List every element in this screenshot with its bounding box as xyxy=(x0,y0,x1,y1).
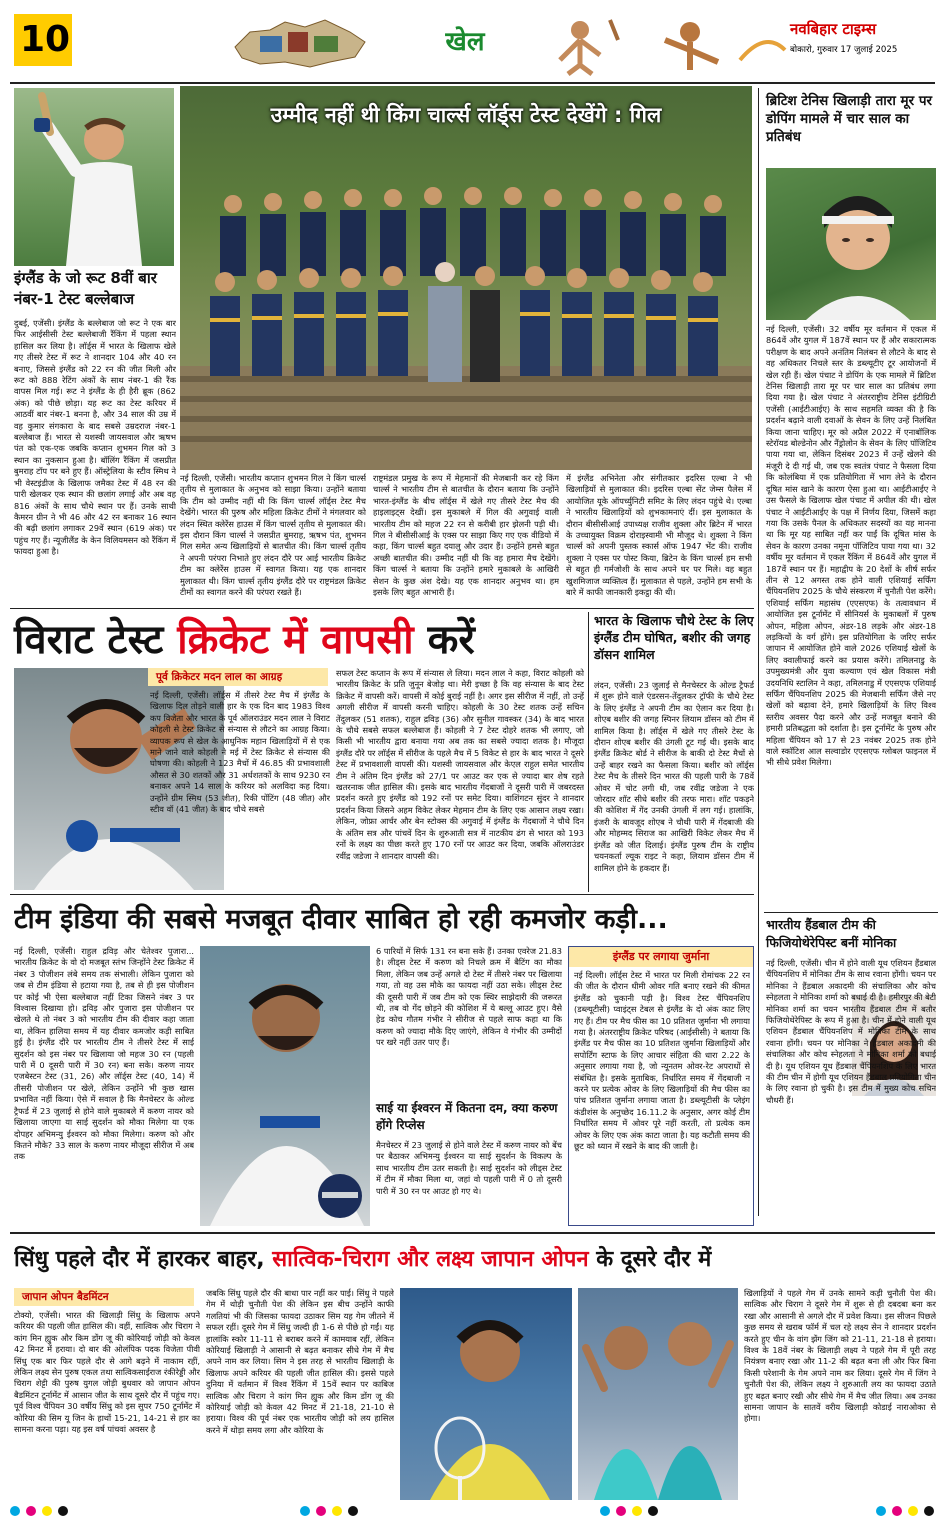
lords-col-1: नई दिल्ली, एजेंसी। भारतीय कप्तान शुभमन गिल ने किंग चार्ल्स तृतीय से मुलाकात के अनुभव को साझा किया। उन्होंने बताया कि टीम को उम्मीद नहीं थी कि किंग चार्ल्स लॉर्ड्स टेस्ट मैच देखेंगे। भारत की पुरुष और महिला क्रिकेट टीमों ने मंगलवार को लंदन स्थित क्लेरेंस हाउस में किंग चार्ल्स तृतीय से मुलाकात की। इस दौरान किंग चार्ल्स ने जसप्रीत बुमराह, ऋषभ पंत, शुभमन गिल समेत अन्य खिलाड़ियों से बातचीत की। किंग चार्ल्स तृतीय ने अपनी परंपरा निभाते हुए लंदन दौरे पर आई भारतीय क्रिकेट टीम का क्लेरेंस हाउस में स्वागत किया। यह एक शानदार मुलाकात थी। किंग चार्ल्स तृतीय इंग्लैंड दौरे पर राष्ट्रमंडल क्रिकेट टीमों का स्वागत करने की परंपरा रखते हैं। xyxy=(180,473,366,598)
registration-dot xyxy=(600,1506,610,1516)
registration-dot xyxy=(42,1506,52,1516)
kohli-headline-part-3: करें xyxy=(413,617,475,663)
fine-body: नई दिल्ली। लॉर्ड्स टेस्ट में भारत पर मिली रोमांचक 22 रन की जीत के दौरान धीमी ओवर गति बनाए रखने की कीमत इंग्लैंड को चुकानी पड़ी है। विश्व टेस्ट चैंपियनशिप (डब्ल्यूटीसी) प्वाइंट्स टेबल से इंग्लैंड के दो अंक काट लिए गए हैं। टीम पर मैच फीस का 10 प्रतिशत जुर्माना भी लगाया गया है। अंतरराष्ट्रीय क्रिकेट परिषद (आईसीसी) ने बताया कि इंग्लैंड पर मैच फीस का 10 प्रतिशत जुर्माना खिलाड़ियों और सपोर्टिंग स्टाफ के लिए आचार संहिता की धारा 2.22 के अनुसार लगाया गया है, जो न्यूनतम ओवर-रेट अपराधों से संबंधित है। इसके मुताबिक, निर्धारित समय में गेंदबाजी न करने पर प्रत्येक ओवर के लिए खिलाड़ियों की मैच फीस का पांच प्रतिशत जुर्माना लगाया जाता है। डब्ल्यूटीसी के प्लेइंग कंडीशंस के अनुच्छेद 16.11.2 के अनुसार, अगर कोई टीम निर्धारित समय में ओवर पूरे नहीं करती, तो प्रत्येक कम ओवर के लिए एक अंक काटा जाता है। यह कटौती समय की छूट को ध्यान में रखने के बाद की जाती है। xyxy=(574,970,750,1152)
kohli-headline-part-1: विराट टेस्ट xyxy=(14,617,178,663)
england-squad-body: लंदन, एजेंसी। 23 जुलाई से मैनचेस्टर के ओल्ड ट्रैफर्ड में शुरू होने वाले एंडरसन-तेंदुलकर ट्रॉफी के चौथे टेस्ट के लिए इंग्लैंड ने अपनी टीम का ऐलान कर दिया है। शोएब बशीर की जगह स्पिनर लियाम डॉसन को टीम में शामिल किया है। लॉर्ड्स में खेले गए तीसरे टेस्ट के दौरान शोएब बशीर की उंगली टूट गई थी। इसके बाद इंग्लैंड क्रिकेट बोर्ड ने सीरीज के बाकी दो टेस्ट मैचों से उन्हें बाहर रखने का फैसला किया। बशीर को लॉर्ड्स टेस्ट मैच के तीसरे दिन भारत की पहली पारी के 78वें ओवर में चोट लगी थी, जब रवींद्र जडेजा ने एक जोरदार शॉट सीधे बशीर की तरफ मारा। शॉट पकड़ने की कोशिश में गेंद उनकी उंगली में लग गई। हालांकि, इंजरी के बावजूद शोएब ने चौथी पारी में गेंदबाजी की और मोहम्मद सिराज का आखिरी विकेट लेकर मैच में इंग्लैंड को जीत दिलाई। इंग्लैंड पुरुष टीम के राष्ट्रीय चयनकर्ता ल्यूक राइट ने कहा, लियाम डॉसन टीम में शामिल होने के हकदार हैं। xyxy=(594,680,754,873)
print-color-bar xyxy=(0,1504,945,1518)
kohli-col-1: नई दिल्ली, एजेंसी। लॉर्ड्स में तीसरे टेस्ट मैच में इंग्लैंड के खिलाफ दिल तोड़ने वाली हार के एक दिन बाद 1983 विश्व कप विजेता और भारत के पूर्व ऑलराउंडर मदन लाल ने विराट कोहली से टेस्ट क्रिकेट से संन्यास से लौटने का आग्रह किया। व्यापक रूप से खेल के आधुनिक महान खिलाड़ियों में से एक माने जाने वाले कोहली ने मई में टेस्ट क्रिकेट से संन्यास की घोषणा की। कोहली ने 123 मैचों में 46.85 की प्रभावशाली औसत से 30 शतकों और 31 अर्धशतकों के साथ 9230 रन बनाकर अपने 14 साल के करियर को अलविदा कह दिया। उन्होंने ग्रीम स्मिथ (53 जीत), रिकी पोंटिंग (48 जीत) और स्टीव वॉ (41 जीत) के बाद चौथे सबसे xyxy=(150,690,330,815)
registration-dot xyxy=(924,1506,934,1516)
header-athlete-illustration xyxy=(540,10,790,76)
right-column-rule xyxy=(758,88,759,1216)
badminton-col-1: टोक्यो, एजेंसी। भारत की खिलाड़ी सिंधु के खिलाफ अपने करियर की पहली जीत हासिल की। वहीं, सात्विक और चिराग ने कांग मिन ह्युक और किम डोंग जू की कोरियाई जोड़ी को केवल 42 मिनट में हराया। दो बार की ओलंपिक पदक विजेता पीवी सिंधु एक बार फिर पहले दौर से आगे बढ़ने में नाकाम रहीं, लेकिन लक्ष्य सेन पुरुष एकल तथा सात्विकसाईराज रंकीरेड्डी और चिराग शेट्टी की पुरुष युगल जोड़ी बुधवार को जापान ओपन बैडमिंटन टूर्नामेंट में आसान जीत के साथ दूसरे दौर में पहुंच गए। पूर्व विश्व चैंपियन 30 वर्षीय सिंधु को इस सुपर 750 टूर्नामेंट में कोरिया की सिम यू जिन के हाथों 15-21, 14-21 से हार का सामना करना पड़ा। यह इस वर्ष पांचवां अवसर है xyxy=(14,1310,200,1435)
badminton-headline-part-1: सिंधु पहले दौर में हारकर बाहर, xyxy=(14,1247,273,1272)
kohli-headline-highlight: क्रिकेट में वापसी xyxy=(177,617,414,663)
header-divider xyxy=(10,82,935,84)
joe-root-photo xyxy=(14,88,174,266)
page-number: 10 xyxy=(19,19,71,60)
registration-dot xyxy=(616,1506,626,1516)
kohli-england-rule xyxy=(588,612,589,892)
registration-dot xyxy=(876,1506,886,1516)
badminton-top-rule xyxy=(10,1232,935,1234)
registration-dot xyxy=(332,1506,342,1516)
tara-moore-photo xyxy=(766,168,936,320)
registration-dot xyxy=(10,1506,20,1516)
registration-dot xyxy=(892,1506,902,1516)
root-body: दुबई, एजेंसी। इंग्लैंड के बल्लेबाज जो रूट ने एक बार फिर आईसीसी टेस्ट बल्लेबाजी रैंकिंग में पहला स्थान हासिल कर लिया है। लॉर्ड्स में भारत के खिलाफ खेले गए तीसरे टेस्ट में रूट ने शानदार 104 और 40 रन बनाए, जिससे इंग्लैंड को 22 रन की जीत मिली और रूट को 888 रेटिंग अंकों के साथ नंबर-1 की रैंक वापस मिल गई। रूट ने इंग्लैंड के ही हैरी ब्रूक (862 अंक) को पीछे छोड़ा। यह रूट का टेस्ट करियर में आठवीं बार नंबर-1 बनना है, और 34 साल की उम्र में वह कुमार संगकारा के बाद सबसे उम्रदराज नंबर-1 बल्लेबाज हैं। भारत से यशस्वी जायसवाल और ऋषभ पंत को एक-एक जबकि कप्तान शुभमन गिल को 3 स्थान का नुकसान हुआ है। बॉलिंग रैंकिंग में जसप्रीत बुमराह टॉप पर बने हुए हैं। ऑस्ट्रेलिया के स्टीव स्मिथ ने भी वेस्टइंडीज के खिलाफ जमैका टेस्ट में 48 रन की पारी खेलकर एक स्थान की छलांग लगाई और अब वह 816 अंकों के साथ चौथे स्थान पर हैं। उनके साथी कैमरन ग्रीन ने भी 46 और 42 रन बनाकर 16 स्थान की बढ़ी छलांग लगाकर 29वें स्थान (619 अंक) पर पहुंच गए हैं। न्यूजीलैंड के केन विलियमसन को रैंकिंग में फायदा हुआ है। xyxy=(14,318,176,557)
wall-subhead: साई या ईश्वरन में कितना दम, क्या करुण होंगे रिप्लेस xyxy=(376,1101,558,1132)
lords-team-photo xyxy=(180,86,752,470)
registration-dot xyxy=(26,1506,36,1516)
satwik-chirag-photo xyxy=(578,1288,738,1500)
pv-sindhu-photo xyxy=(400,1288,572,1500)
handball-body: नई दिल्ली, एजेंसी। चीन में होने वाली यूथ एशियन हैंडबाल चैंपियनशिप में मोनिका टीम के साथ रवाना होंगी। चयन पर मोनिका ने हैंडबाल अकादमी की संचालिका और कोच स्नेहलता ने मोनिका शर्मा को बधाई दी है। हमीरपुर की बेटी मोनिका शर्मा का चयन भारतीय हैंडबाल टीम में बतौर फिजियोथेरेपिस्ट के रूप में हुआ है। चीन में होने वाली यूथ एशियन हैंडबाल चैंपियनशिप में मोनिका टीम के साथ रवाना होंगी। चयन पर मोनिका ने हैंडबाल अकादमी की संचालिका और कोच स्नेहलता ने मोनिका शर्मा को बधाई दी है। यूथ एशियन यूथ हैंडबाल चैंपियनशिप के लिए भारत की टीम चीन में होगी यूथ एशियन हैंडबाल प्रतियोगिता चीन के लिए रवाना हो चुकी है। इस टीम में मुख्य कोच सचिन चौधरी हैं। xyxy=(766,958,936,1105)
page-header xyxy=(0,0,945,82)
wall-col-2: 6 पारियों में सिर्फ 131 रन बना सके हैं। उनका एवरेज 21.83 है। लीड्स टेस्ट में करुण को निचले क्रम में बैटिंग का मौका मिला, लेकिन जब उन्हें अगले दो टेस्ट में तीसरे नंबर पर खिलाया गया, तो वह उस मौके का फायदा नहीं उठा सके। लीड्स टेस्ट की दूसरी पारी में जब टीम को एक स्थिर साझेदारी की जरूरत थी, तब वो गेंद छोड़ने की कोशिश में ये बल्लू आउट हुए। वैसे हेड कोच गौतम गंभीर ने सीरीज से पहले साफ कहा था कि करुण को ज्यादा मौके दिए जाएंगे, लेकिन वे गंभीर की उम्मीदों पर खरे नहीं उतर पाए हैं। xyxy=(376,946,562,1048)
registration-dot xyxy=(58,1506,68,1516)
badminton-col-3: खिलाड़ियों ने पहले गेम में उनके सामने कड़ी चुनौती पेश की। सात्विक और चिराग ने दूसरे गेम में शुरू से ही दबदबा बना कर रखा और आसानी से अगले दौर में प्रवेश किया। इस सीजन पिछले कुछ समय से खराब फॉर्म में चल रहे लक्ष्य सेन ने शानदार प्रदर्शन करते हुए चीन के वांग झेंग जिंग को 21-11, 21-18 से हराया। विश्व के 18वें नंबर के खिलाड़ी लक्ष्य ने पहले गेम में पूरी तरह नियंत्रण बनाए रखा और 11-2 की बढ़त बना ली और फिर बिना किसी परेशानी के गेम अपने नाम कर लिया। दूसरे गेम में जिंग ने चुनौती पेश की, लेकिन लक्ष्य ने शुरुआती लय का फायदा उठाते हुए बढ़त बनाए रखी और सीधे गेम में मैच जीत लिया। अब उनका सामना जापान के सातवें वरीय खिलाड़ी कोडाई नाराओका से होगा। xyxy=(744,1288,936,1424)
kohli-headline xyxy=(14,612,584,668)
tennis-body: नई दिल्ली, एजेंसी। 32 वर्षीय मूर वर्तमान में एकल में 864वें और युगल में 187वें स्थान पर हैं और सकारात्मक परीक्षण के बाद अपने अनंतिम निलंबन से लौटने के बाद से वह अधिकतर निचले स्तर के डब्ल्यूटीए टूर आयोजनों में खेल रही हैं। खेल पंचाट ने डोपिंग के एक मामले में ब्रिटिश टेनिस खिलाड़ी तारा मूर पर चार साल का प्रतिबंध लगा दिया गया है। खेल पंचाट ने अंतरराष्ट्रीय टेनिस इंटीग्रिटी एजेंसी (आईटीआईए) के साथ सहमति व्यक्त की है कि प्रदर्शन बढ़ाने वाली दवाओं के सेवन के लिए उन्हें निलंबित किया जाना चाहिए। मूर को अप्रैल 2022 में एनाबॉलिक स्टेरॉयड बोल्डेनोन और नैंड्रोलोन के सेवन के लिए पॉजिटिव पाया गया था, लेकिन दिसंबर 2023 में उन्हें खेलने की मंजूरी दे दी गई थी, जब एक स्वतंत्र पंचाट ने फैसला दिया कि कोलंबिया में एक प्रतियोगिता में भाग लेने के दौरान दूषित मांस खाने के कारण ऐसा हुआ था। आईटीआईए ने उस फैसले के खिलाफ खेल पंचाट में अपील की थी। खेल पंचाट ने आईटीआईए के पक्ष में निर्णय दिया, जिसमें कहा गया कि उसके पैनल के अधिकतर सदस्यों का यह मानना था कि मूर यह साबित नहीं कर पाईं कि दूषित मांस के सेवन के कारण उनका नमूना पॉजिटिव पाया गया था। 32 वर्षीय मूर वर्तमान में एकल रैंकिंग में 864वें और युगल में 187वें स्थान पर हैं। महाद्वीप के 20 देशों के शीर्ष सर्फर तीन से 12 अगस्त तक होने वाली एशियाई सर्फिंग चैंपियनशिप 2025 के चौथे संस्करण में चुनौती पेश करेंगे। एशियाई सर्फिंग महासंघ (एएसएफ) के तत्वावधान में आयोजित इस टूर्नामेंट में सीनियर्स के मुकाबलों में पुरुष ओपन, महिला ओपन, अंडर-18 लड़के और अंडर-18 लड़कियों के वर्ग होंगे। इस प्रतियोगिता के जरिए सर्फर जापान में आयोजित होने वाले 2026 एशियाई खेलों के लिए क्वालीफाई करने का प्रयास करेंगे। तमिलनाडु के उपमुख्यमंत्री और युवा कल्याण एवं खेल विकास मंत्री उदयनिधि स्टालिन ने कहा, तमिलनाडु में एएसएफ एशियाई सर्फिंग चैंपियनशिप 2025 की मेजबानी सर्फिंग जैसे नए खेलों को बढ़ावा देने, हमारे खिलाड़ियों के लिए विश्व स्तरीय अवसर पैदा करने और उन्हें मजबूत बनाने की हमारी प्रतिबद्धता को दर्शाता है। इस टूर्नामेंट के पुरुष और महिला चैंपियन को 17 से 23 नवंबर 2025 तक होने वाले स्कॉटिश आल सल्वाडोर एएसएफ ग्लोबल फाइनल में भी सीधे प्रवेश मिलेगा। xyxy=(766,324,936,768)
wall-headline: टीम इंडिया की सबसे मजबूत दीवार साबित हो रही कमजोर कड़ी... xyxy=(14,904,668,935)
kohli-kicker: पूर्व क्रिकेटर मदन लाल का आग्रह xyxy=(148,668,328,686)
karun-nair-photo xyxy=(200,946,370,1226)
section-title: खेल xyxy=(445,27,485,57)
lords-col-2: राष्ट्रमंडल प्रमुख के रूप में मेहमानों की मेजबानी कर रहे किंग चार्ल्स ने भारतीय टीम से बातचीत के दौरान बताया कि उन्होंने भारत-इंग्लैंड के बीच लॉर्ड्स में खेले गए तीसरे टेस्ट मैच की हाइलाइट्स देखीं। इस मुकाबले में गिल की अगुवाई वाली भारतीय टीम को महज 22 रन से करीबी हार झेलनी पड़ी थी। गिल ने बीसीसीआई के एक्स पर साझा किए गए एक वीडियो में कहा, किंग चार्ल्स बहुत दयालु और उदार हैं। उन्होंने हमसे बहुत अच्छी बातचीत की। उम्मीद नहीं थी कि वह हमारा मैच देखेंगे। किंग चार्ल्स ने बताया कि उन्होंने हमारे मुकाबले के आखिरी सेशन के कुछ अंश देखे। यह एक शानदार अनुभव था। हम इसके लिए बहुत आभारी हैं। xyxy=(373,473,559,598)
badminton-headline-part-3: के दूसरे दौर में xyxy=(588,1247,712,1272)
wall-col-1: नई दिल्ली, एजेंसी। राहुल द्रविड़ और चेतेश्वर पुजारा... भारतीय क्रिकेट के वो दो मजबूत स्तंभ जिन्होंने टेस्ट क्रिकेट में नंबर 3 पोजीशन लंबे समय तक संभाली। लेकिन पुजारा को जब से टीम इंडिया से हटाया गया है, तब से ही इस पोजीशन पर कोई भी ऐसा बल्लेबाज नहीं टिका जिसने नंबर 3 पर विश्वास दिखाया हो। द्रविड़ और पुजारा इस पोजीशन पर खेलते थे तो नंबर 3 को भारतीय टीम की दीवार कहा जाता था, लेकिन हालिया समय में यह दीवार कमजोर कड़ी साबित हुई है। इंग्लैंड दौरे पर भारतीय टीम ने तीसरे टेस्ट में साई सुदर्शन को इस नंबर पर खिलाया जो महज 30 रन (पहली पारी में 0 दूसरी पारी में 30 रन) बना सके। करुण नायर एजबेस्टन टेस्ट (31, 26) और लॉर्ड्स टेस्ट (40, 14) में तीसरी पोजीशन पर खेले, लेकिन उन्होंने भी कुछ खास प्रभावित नहीं किया। ऐसे में सवाल है कि मैनचेस्टर के ओल्ड ट्रैफर्ड में 23 जुलाई से होने वाले मुकाबले में करुण नायर को खिलाया जाएगा या साई सुदर्शन को मौका मिलेगा या एक दोपहर अभिमन्यु ईश्वरन को मौका मिलेगा। करुण को और कितने मौके? 33 साल के करुण नायर मौजूदा सीरीज में अब तक xyxy=(14,946,194,1162)
wall-top-rule xyxy=(10,894,754,895)
badminton-headline-highlight: सात्विक-चिराग और लक्ष्य जापान ओपन xyxy=(272,1247,589,1272)
lords-col-3: में इंग्लैंड अभिनेता और संगीतकार इदरिस एल्बा ने भी खिलाड़ियों से मुलाकात की। इदरिस एल्बा सेंट जेम्स पैलेस में आयोजित यूके ऑपर्च्युनिटी समिट के लिए लंदन पहुंचे थे। एल्बा ने भारतीय खिलाड़ियों को शुभकामनाएं दीं। इस मुलाकात के दौरान बीसीसीआई उपाध्यक्ष राजीव शुक्ला और ब्रिटेन में भारत के उच्चायुक्त विक्रम दोराइस्वामी भी मौजूद थे। शुक्ला ने किंग चार्ल्स को अपनी पुस्तक स्कार्स ऑफ 1947 भेंट की। राजीव शुक्ला ने एक्स पर पोस्ट किया, ब्रिटेन के किंग चार्ल्स हम सभी से बहुत ही गर्मजोशी के साथ अपने घर पर मिले। वह बहुत खुशमिजाज व्यक्तित्व हैं। मुलाकात से पहले, उन्होंने हम सभी के बारे में काफी जानकारी इकट्ठा की थी। xyxy=(566,473,752,598)
registration-dot xyxy=(300,1506,310,1516)
masthead-brand: नवबिहार टाइम्स xyxy=(790,20,877,38)
fine-headline: इंग्लैंड पर लगाया जुर्माना xyxy=(569,947,753,967)
hockey-top-rule xyxy=(764,912,938,913)
header-map-illustration xyxy=(230,12,370,72)
registration-dot xyxy=(648,1506,658,1516)
kohli-top-rule xyxy=(10,608,754,609)
kohli-col-2: सफल टेस्ट कप्तान के रूप में संन्यास ले लिया। मदन लाल ने कहा, विराट कोहली को भारतीय क्रिकेट के प्रति जुनून बेजोड़ था। मेरी इच्छा है कि वह संन्यास के बाद टेस्ट क्रिकेट में वापसी करें। वापसी में कोई बुराई नहीं है। अगर इस सीरीज में नहीं, तो उन्हें अगली सीरीज में वापसी करनी चाहिए। कोहली के 30 टेस्ट शतक उन्हें सचिन तेंदुलकर (51 शतक), राहुल द्रविड़ (36) और सुनील गावस्कर (34) के बाद भारत के चौथे सबसे सफल बल्लेबाज हैं। कोहली ने 7 टेस्ट दोहरे शतक भी लगाए, जो किसी भी भारतीय द्वारा बनाया गया अब तक का सबसे ज्यादा शतक है। मौजूदा इंग्लैंड दौरे पर लॉर्ड्स में सीरीज के पहले मैच में 5 विकेट से हार के बाद भारत ने दूसरे टेस्ट में प्रभावशाली वापसी की। यशस्वी जायसवाल और केएल राहुल समेत भारतीय टीम ने अंतिम दिन इंग्लैंड को 27/1 पर आउट कर एक से ज्यादा बार शेष रहते खतरनाक जीत हासिल की। इसके बाद भारतीय गेंदबाजों ने दूसरी पारी में जबरदस्त प्रदर्शन करते हुए इंग्लैंड को 192 रनों पर समेट दिया। वाशिंगटन सुंदर ने शानदार प्रदर्शन किया जिसने अहम विकेट लेकर मेहमान टीम के लिए एक आसान लक्ष्य रखा। लेकिन, जोफ्रा आर्चर और बेन स्टोक्स की अगुवाई में इंग्लैंड के गेंदबाजों ने चौथे दिन के अंतिम सत्र और पांचवें दिन के शुरुआती सत्र में नाटकीय ढंग से भारत को 193 रनों के लक्ष्य का पीछा करते हुए 170 रनों पर आउट कर दिया, जबकि ऑलराउंडर रवींद्र जडेजा ने शानदार वापसी की। xyxy=(336,668,584,861)
registration-dot xyxy=(632,1506,642,1516)
masthead-dateline: बोकारो, गुरुवार 17 जुलाई 2025 xyxy=(790,45,898,55)
registration-dot xyxy=(316,1506,326,1516)
england-squad-headline: भारत के खिलाफ चौथे टेस्ट के लिए इंग्लैंड टीम घोषित, बशीर की जगह डॉसन शामिल xyxy=(594,613,754,662)
root-headline: इंग्लैंड के जो रूट 8वीं बार नंबर-1 टेस्ट बल्लेबाज xyxy=(14,269,157,308)
handball-headline: भारतीय हैंडबाल टीम की फिजियोथेरेपिस्ट बनीं मोनिका xyxy=(766,917,897,950)
badminton-col-2: जबकि सिंधु पहले दौर की बाधा पार नहीं कर पाई। सिंधु ने पहले गेम में थोड़ी चुनौती पेश की लेकिन इस बीच उन्होंने काफी गलतियां भी की जिसका फायदा उठाकर सिम यह गेम जीतने में सफल रहीं। दूसरे गेम में सिंधु जल्दी ही 1-6 से पीछे हो गईं। यह हालांकि स्कोर 11-11 से बराबर करने में कामयाब रहीं, लेकिन कोरियाई खिलाड़ी ने आसानी से बढ़त बनाकर सीधे गेम में मैच अपने नाम कर लिया। सिम ने इस तरह से भारतीय खिलाड़ी के खिलाफ अपने करियर की पहली जीत हासिल की। इससे पहले दुनिया में वर्तमान में विश्व रैंकिंग में 15वें स्थान पर काबिज सात्विक और चिराग ने कांग मिन ह्युक और किम डोंग जू की कोरियाई जोड़ी को केवल 42 मिनट में 21-18, 21-10 से हराया। विश्व की पूर्व नंबर एक भारतीय जोड़ी को लय हासिल करने में थोड़ा समय लगा और कोरिया के xyxy=(206,1288,394,1435)
badminton-kicker: जापान ओपन बैडमिंटन xyxy=(14,1288,194,1306)
wall-col-2b: मैनचेस्टर में 23 जुलाई से होने वाले टेस्ट में करुण नायर को बेंच पर बैठाकर अभिमन्यु ईश्वरन या साई सुदर्शन के विकल्प के साथ भारतीय टीम उतर सकती है। साई सुदर्शन को लीड्स टेस्ट में टीम में मौका मिला था, जहां वो पहली पारी में 0 तो दूसरी पारी में 30 रन पर आउट हो गए थे। xyxy=(376,1140,562,1196)
tennis-headline: ब्रिटिश टेनिस खिलाड़ी तारा मूर पर डोपिंग मामले में चार साल का प्रतिबंध xyxy=(766,93,933,145)
registration-dot xyxy=(908,1506,918,1516)
lords-headline: उम्मीद नहीं थी किंग चार्ल्स लॉर्ड्स टेस्ट देखेंगे : गिल xyxy=(270,103,662,127)
badminton-headline xyxy=(14,1238,934,1282)
registration-dot xyxy=(348,1506,358,1516)
